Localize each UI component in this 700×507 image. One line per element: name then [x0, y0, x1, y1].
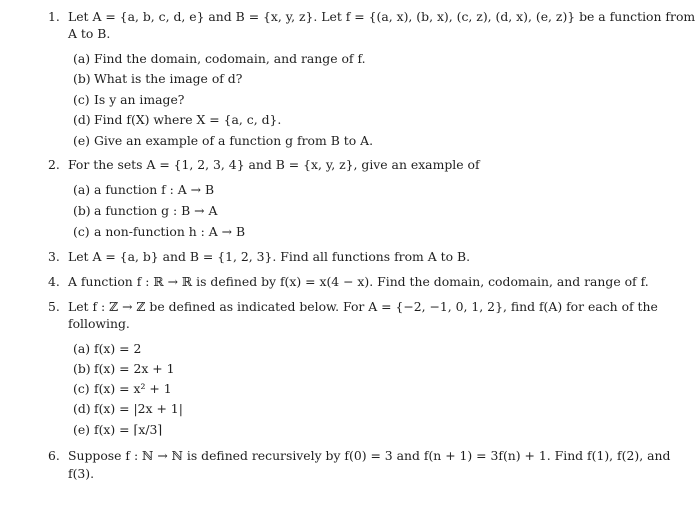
part-label: (c) — [73, 224, 90, 239]
part-label: (c) — [73, 381, 90, 396]
part-label: (b) — [73, 203, 91, 218]
part-text: Is y an image? — [94, 92, 185, 107]
part-label: (d) — [73, 401, 91, 416]
problem-number: 1. — [48, 9, 60, 24]
part-text: a function g : B → A — [94, 203, 218, 218]
part-text: f(x) = 2x + 1 — [94, 361, 175, 376]
part-text: f(x) = ⌈x/3⌉ — [94, 422, 163, 437]
part-label: (d) — [73, 112, 91, 127]
problem-text: Let f : ℤ → ℤ be defined as indicated below. For A = {−2, −1, 0, 1, 2}, find f(A) for each of the — [68, 299, 658, 314]
problem-text: f(3). — [68, 466, 95, 481]
problem-number: 4. — [48, 274, 60, 289]
part-text: Find f(X) where X = {a, c, d}. — [94, 112, 282, 127]
part-label: (b) — [73, 361, 91, 376]
problem-text: following. — [68, 316, 130, 331]
part-label: (e) — [73, 133, 91, 148]
problem-number: 5. — [48, 299, 60, 314]
part-text: f(x) = 2 — [94, 341, 142, 356]
part-text: What is the image of d? — [94, 71, 243, 86]
part-label: (b) — [73, 71, 91, 86]
problem-number: 6. — [48, 448, 60, 463]
part-text: a function f : A → B — [94, 182, 215, 197]
problem-text: Let A = {a, b} and B = {1, 2, 3}. Find all functions from A to B. — [68, 249, 471, 264]
problem-text: A function f : ℝ → ℝ is defined by f(x) = x(4 − x). Find the domain, codomain, and range of f. — [68, 274, 649, 289]
problem-text: Let A = {a, b, c, d, e} and B = {x, y, z}. Let f = {(a, x), (b, x), (c, z), (d, x), (e, z)} be a function from — [68, 9, 696, 24]
problem-text: Suppose f : ℕ → ℕ is defined recursively by f(0) = 3 and f(n + 1) = 3f(n) + 1. Find f(1), f(2), and — [68, 448, 671, 463]
part-text: f(x) = x² + 1 — [94, 381, 172, 396]
part-label: (c) — [73, 92, 90, 107]
part-text: f(x) = |2x + 1| — [94, 401, 183, 416]
part-label: (a) — [73, 51, 91, 66]
part-text: a non-function h : A → B — [94, 224, 246, 239]
part-label: (e) — [73, 422, 91, 437]
problem-text: For the sets A = {1, 2, 3, 4} and B = {x, y, z}, give an example of — [68, 157, 480, 172]
part-label: (a) — [73, 341, 91, 356]
problem-number: 2. — [48, 157, 60, 172]
part-text: Give an example of a function g from B to A. — [94, 133, 374, 148]
part-text: Find the domain, codomain, and range of f. — [94, 51, 366, 66]
problem-number: 3. — [48, 249, 60, 264]
part-label: (a) — [73, 182, 91, 197]
problem-text: A to B. — [68, 26, 111, 41]
